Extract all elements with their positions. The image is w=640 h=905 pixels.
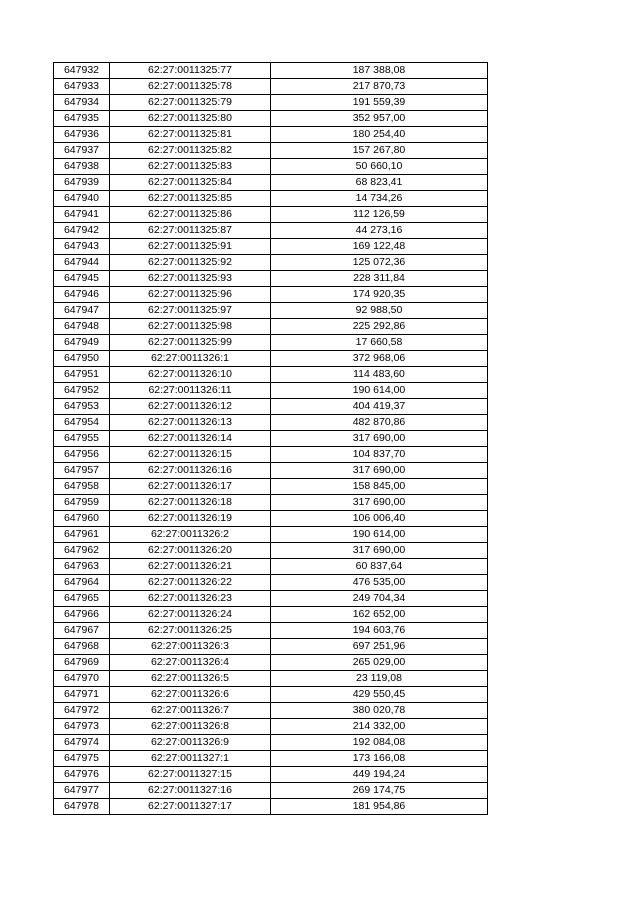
cadastral-value-cell: 158 845,00 (271, 479, 488, 495)
cadastral-value-cell: 404 419,37 (271, 399, 488, 415)
cadastral-number-cell: 62:27:0011325:92 (110, 255, 271, 271)
table-row (54, 575, 488, 591)
row-id-cell: 647954 (54, 415, 110, 431)
row-id-cell: 647932 (54, 63, 110, 79)
table-row (54, 415, 488, 431)
row-id-cell: 647934 (54, 95, 110, 111)
cadastral-number-cell: 62:27:0011326:3 (110, 639, 271, 655)
table-row (54, 383, 488, 399)
row-id-cell: 647960 (54, 511, 110, 527)
row-id-cell: 647974 (54, 735, 110, 751)
cadastral-number-cell: 62:27:0011327:16 (110, 783, 271, 799)
row-id-cell: 647941 (54, 207, 110, 223)
row-id-cell: 647964 (54, 575, 110, 591)
cadastral-value-cell: 192 084,08 (271, 735, 488, 751)
cadastral-value-cell: 429 550,45 (271, 687, 488, 703)
table-row (54, 319, 488, 335)
row-id-cell: 647968 (54, 639, 110, 655)
table-row (54, 703, 488, 719)
cadastral-value-cell: 125 072,36 (271, 255, 488, 271)
cadastral-number-cell: 62:27:0011325:79 (110, 95, 271, 111)
cadastral-value-cell: 217 870,73 (271, 79, 488, 95)
row-id-cell: 647958 (54, 479, 110, 495)
cadastral-value-cell: 449 194,24 (271, 767, 488, 783)
cadastral-value-cell: 157 267,80 (271, 143, 488, 159)
table-row (54, 559, 488, 575)
table-row (54, 143, 488, 159)
table-row (54, 687, 488, 703)
table-row (54, 719, 488, 735)
table-row (54, 431, 488, 447)
table-row (54, 207, 488, 223)
row-id-cell: 647950 (54, 351, 110, 367)
row-id-cell: 647976 (54, 767, 110, 783)
cadastral-number-cell: 62:27:0011326:7 (110, 703, 271, 719)
cadastral-number-cell: 62:27:0011326:4 (110, 655, 271, 671)
table-row (54, 783, 488, 799)
row-id-cell: 647967 (54, 623, 110, 639)
cadastral-value-cell: 249 704,34 (271, 591, 488, 607)
table-row (54, 543, 488, 559)
row-id-cell: 647975 (54, 751, 110, 767)
table-row (54, 367, 488, 383)
cadastral-number-cell: 62:27:0011325:86 (110, 207, 271, 223)
table-row (54, 751, 488, 767)
row-id-cell: 647969 (54, 655, 110, 671)
cadastral-value-cell: 482 870,86 (271, 415, 488, 431)
row-id-cell: 647935 (54, 111, 110, 127)
table-row (54, 623, 488, 639)
table-row (54, 511, 488, 527)
row-id-cell: 647947 (54, 303, 110, 319)
table-row (54, 159, 488, 175)
cadastral-value-cell: 228 311,84 (271, 271, 488, 287)
table-row (54, 79, 488, 95)
cadastral-number-cell: 62:27:0011325:77 (110, 63, 271, 79)
table-row (54, 255, 488, 271)
cadastral-value-cell: 187 388,08 (271, 63, 488, 79)
cadastral-value-cell: 60 837,64 (271, 559, 488, 575)
table-row (54, 591, 488, 607)
table-row (54, 479, 488, 495)
row-id-cell: 647972 (54, 703, 110, 719)
row-id-cell: 647937 (54, 143, 110, 159)
cadastral-number-cell: 62:27:0011325:85 (110, 191, 271, 207)
row-id-cell: 647971 (54, 687, 110, 703)
cadastral-value-cell: 191 559,39 (271, 95, 488, 111)
cadastral-value-cell: 106 006,40 (271, 511, 488, 527)
row-id-cell: 647939 (54, 175, 110, 191)
cadastral-value-cell: 17 660,58 (271, 335, 488, 351)
cadastral-number-cell: 62:27:0011326:5 (110, 671, 271, 687)
cadastral-number-cell: 62:27:0011326:12 (110, 399, 271, 415)
row-id-cell: 647945 (54, 271, 110, 287)
cadastral-number-cell: 62:27:0011326:22 (110, 575, 271, 591)
cadastral-value-cell: 104 837,70 (271, 447, 488, 463)
cadastral-value-cell: 352 957,00 (271, 111, 488, 127)
cadastral-value-cell: 162 652,00 (271, 607, 488, 623)
table-row (54, 63, 488, 79)
cadastral-value-cell: 92 988,50 (271, 303, 488, 319)
cadastral-number-cell: 62:27:0011325:97 (110, 303, 271, 319)
table-row (54, 463, 488, 479)
cadastral-number-cell: 62:27:0011325:91 (110, 239, 271, 255)
cadastral-value-cell: 14 734,26 (271, 191, 488, 207)
cadastral-number-cell: 62:27:0011326:16 (110, 463, 271, 479)
row-id-cell: 647966 (54, 607, 110, 623)
cadastral-number-cell: 62:27:0011327:1 (110, 751, 271, 767)
cadastral-value-cell: 50 660,10 (271, 159, 488, 175)
cadastral-number-cell: 62:27:0011326:23 (110, 591, 271, 607)
cadastral-value-cell: 265 029,00 (271, 655, 488, 671)
cadastral-value-cell: 476 535,00 (271, 575, 488, 591)
cadastral-value-cell: 174 920,35 (271, 287, 488, 303)
cadastral-value-cell: 317 690,00 (271, 463, 488, 479)
cadastral-value-cell: 194 603,76 (271, 623, 488, 639)
table-row (54, 671, 488, 687)
cadastral-number-cell: 62:27:0011325:84 (110, 175, 271, 191)
row-id-cell: 647961 (54, 527, 110, 543)
cadastral-number-cell: 62:27:0011325:87 (110, 223, 271, 239)
row-id-cell: 647953 (54, 399, 110, 415)
cadastral-number-cell: 62:27:0011325:98 (110, 319, 271, 335)
table-row (54, 527, 488, 543)
cadastral-value-cell: 190 614,00 (271, 527, 488, 543)
table-row (54, 767, 488, 783)
table-row (54, 223, 488, 239)
cadastral-value-cell: 214 332,00 (271, 719, 488, 735)
table-row (54, 287, 488, 303)
table-row (54, 271, 488, 287)
cadastral-number-cell: 62:27:0011326:9 (110, 735, 271, 751)
table-row (54, 111, 488, 127)
cadastral-value-cell: 44 273,16 (271, 223, 488, 239)
row-id-cell: 647938 (54, 159, 110, 175)
cadastral-number-cell: 62:27:0011326:6 (110, 687, 271, 703)
cadastral-number-cell: 62:27:0011325:83 (110, 159, 271, 175)
cadastral-value-cell: 23 119,08 (271, 671, 488, 687)
row-id-cell: 647962 (54, 543, 110, 559)
cadastral-value-cell: 181 954,86 (271, 799, 488, 815)
table-row (54, 495, 488, 511)
row-id-cell: 647942 (54, 223, 110, 239)
row-id-cell: 647952 (54, 383, 110, 399)
table-row (54, 127, 488, 143)
cadastral-number-cell: 62:27:0011326:14 (110, 431, 271, 447)
cadastral-number-cell: 62:27:0011326:15 (110, 447, 271, 463)
cadastral-value-cell: 380 020,78 (271, 703, 488, 719)
cadastral-value-cell: 372 968,06 (271, 351, 488, 367)
row-id-cell: 647965 (54, 591, 110, 607)
row-id-cell: 647943 (54, 239, 110, 255)
table-row (54, 655, 488, 671)
cadastral-value-cell: 317 690,00 (271, 431, 488, 447)
row-id-cell: 647951 (54, 367, 110, 383)
row-id-cell: 647948 (54, 319, 110, 335)
table-row (54, 799, 488, 815)
cadastral-value-table (53, 62, 488, 815)
row-id-cell: 647949 (54, 335, 110, 351)
cadastral-number-cell: 62:27:0011327:17 (110, 799, 271, 815)
row-id-cell: 647956 (54, 447, 110, 463)
cadastral-number-cell: 62:27:0011326:20 (110, 543, 271, 559)
row-id-cell: 647944 (54, 255, 110, 271)
table-row (54, 95, 488, 111)
cadastral-number-cell: 62:27:0011326:10 (110, 367, 271, 383)
cadastral-value-cell: 190 614,00 (271, 383, 488, 399)
cadastral-value-cell: 169 122,48 (271, 239, 488, 255)
row-id-cell: 647946 (54, 287, 110, 303)
cadastral-value-cell: 317 690,00 (271, 543, 488, 559)
cadastral-value-cell: 68 823,41 (271, 175, 488, 191)
cadastral-number-cell: 62:27:0011325:96 (110, 287, 271, 303)
cadastral-number-cell: 62:27:0011325:82 (110, 143, 271, 159)
row-id-cell: 647936 (54, 127, 110, 143)
cadastral-value-cell: 697 251,96 (271, 639, 488, 655)
cadastral-number-cell: 62:27:0011326:17 (110, 479, 271, 495)
cadastral-number-cell: 62:27:0011325:78 (110, 79, 271, 95)
cadastral-value-cell: 114 483,60 (271, 367, 488, 383)
row-id-cell: 647959 (54, 495, 110, 511)
cadastral-number-cell: 62:27:0011326:11 (110, 383, 271, 399)
table-row (54, 303, 488, 319)
table-row (54, 175, 488, 191)
cadastral-value-cell: 317 690,00 (271, 495, 488, 511)
table-row (54, 351, 488, 367)
cadastral-number-cell: 62:27:0011326:19 (110, 511, 271, 527)
table-row (54, 735, 488, 751)
cadastral-number-cell: 62:27:0011326:21 (110, 559, 271, 575)
row-id-cell: 647955 (54, 431, 110, 447)
cadastral-value-cell: 173 166,08 (271, 751, 488, 767)
row-id-cell: 647977 (54, 783, 110, 799)
cadastral-number-cell: 62:27:0011325:99 (110, 335, 271, 351)
cadastral-number-cell: 62:27:0011326:1 (110, 351, 271, 367)
cadastral-number-cell: 62:27:0011326:18 (110, 495, 271, 511)
row-id-cell: 647970 (54, 671, 110, 687)
row-id-cell: 647933 (54, 79, 110, 95)
table-row (54, 239, 488, 255)
cadastral-number-cell: 62:27:0011326:25 (110, 623, 271, 639)
table-body (54, 63, 488, 815)
table-row (54, 639, 488, 655)
table-row (54, 399, 488, 415)
cadastral-value-cell: 225 292,86 (271, 319, 488, 335)
cadastral-number-cell: 62:27:0011326:8 (110, 719, 271, 735)
row-id-cell: 647978 (54, 799, 110, 815)
table-row (54, 447, 488, 463)
cadastral-number-cell: 62:27:0011325:80 (110, 111, 271, 127)
row-id-cell: 647973 (54, 719, 110, 735)
table-row (54, 191, 488, 207)
table-row (54, 607, 488, 623)
cadastral-value-cell: 180 254,40 (271, 127, 488, 143)
cadastral-number-cell: 62:27:0011326:13 (110, 415, 271, 431)
row-id-cell: 647963 (54, 559, 110, 575)
cadastral-value-cell: 269 174,75 (271, 783, 488, 799)
cadastral-value-cell: 112 126,59 (271, 207, 488, 223)
cadastral-number-cell: 62:27:0011325:81 (110, 127, 271, 143)
cadastral-number-cell: 62:27:0011326:2 (110, 527, 271, 543)
row-id-cell: 647957 (54, 463, 110, 479)
cadastral-number-cell: 62:27:0011327:15 (110, 767, 271, 783)
cadastral-number-cell: 62:27:0011326:24 (110, 607, 271, 623)
table-row (54, 335, 488, 351)
cadastral-number-cell: 62:27:0011325:93 (110, 271, 271, 287)
row-id-cell: 647940 (54, 191, 110, 207)
